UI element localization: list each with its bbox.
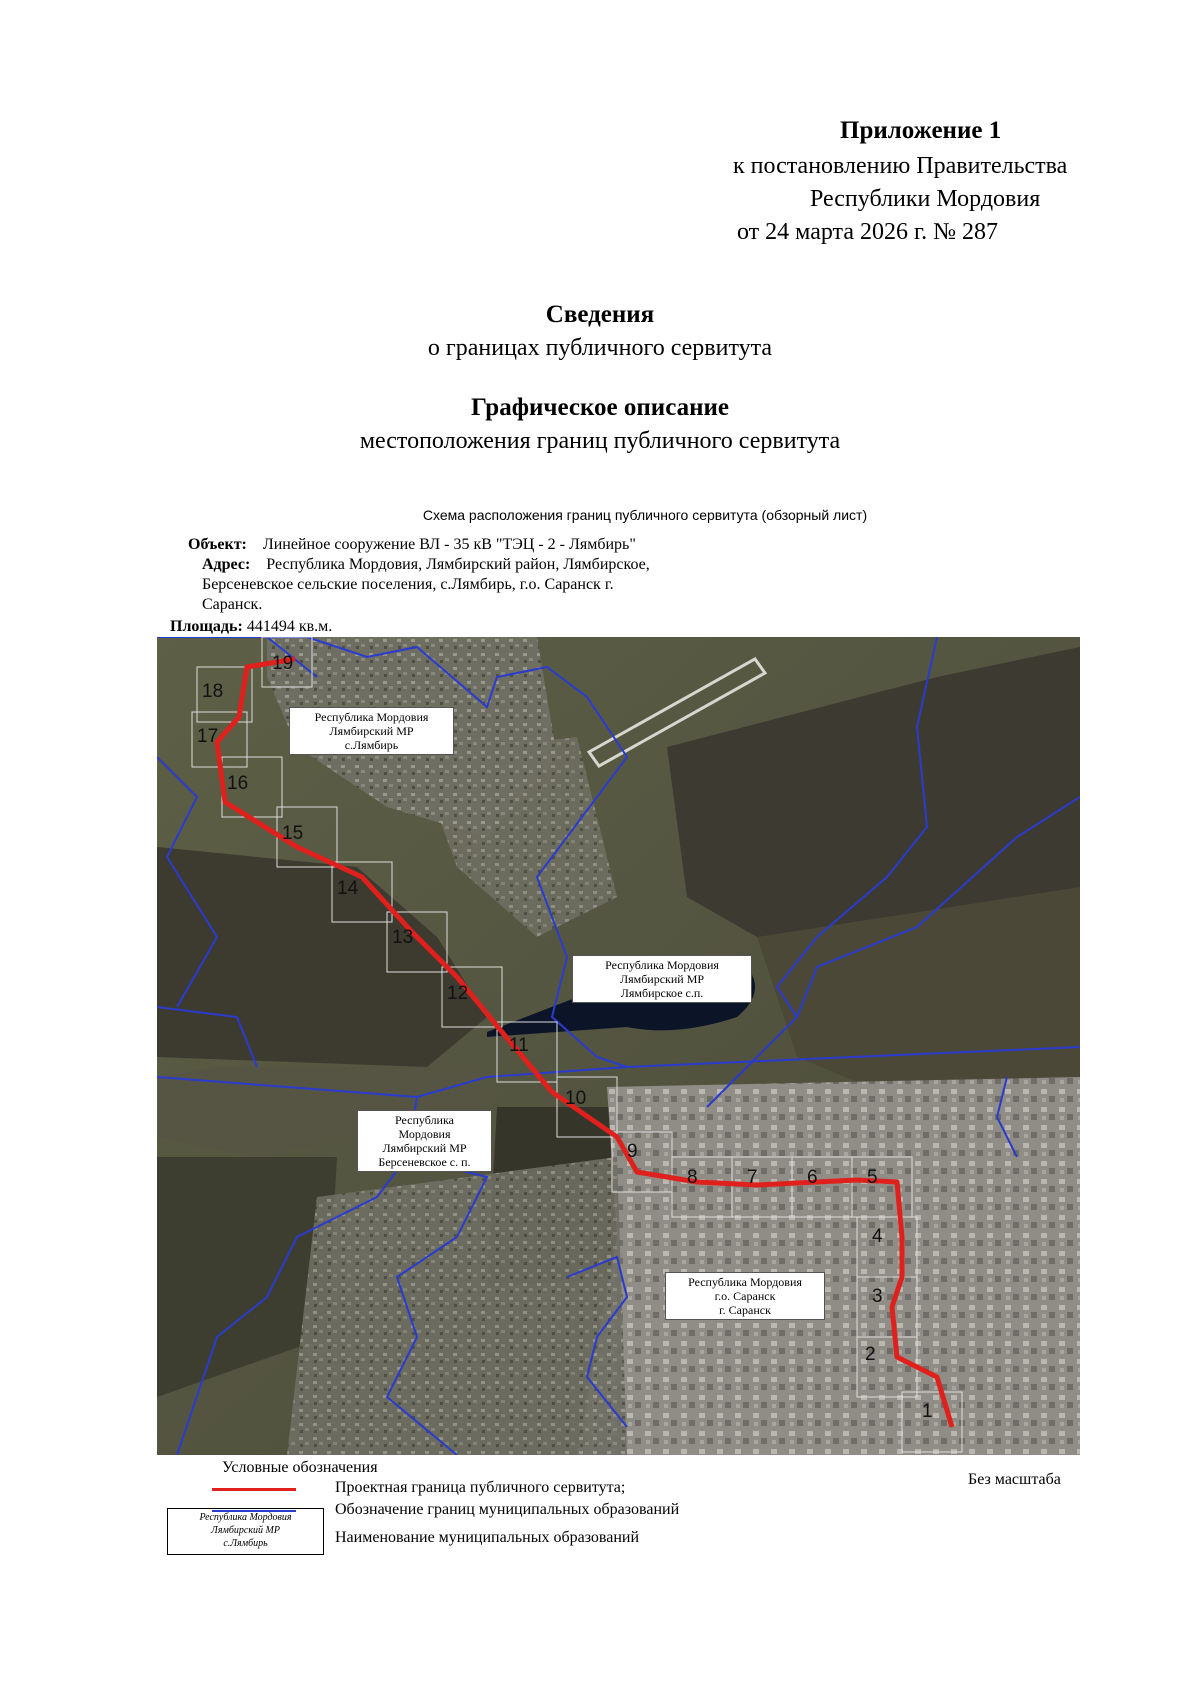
sheet-number-1: 1 (922, 1401, 933, 1422)
scheme-title: Схема расположения границ публичного сервитута (обзорный лист) (422, 507, 868, 523)
label-line: Республика Мордовия (688, 1275, 802, 1289)
label-line: Республика Мордовия (314, 710, 429, 724)
legend-sample-line: Лямбирский МР (211, 1525, 280, 1536)
sheet-number-9: 9 (627, 1141, 638, 1162)
address-line-2: Берсеневское сельские поселения, с.Лямбирь, г.о. Саранск г. (202, 576, 614, 593)
label-lyambirskoe-sp (572, 955, 752, 1003)
legend-sample-line: Республика Мордовия (199, 1512, 292, 1523)
area-row (170, 617, 332, 637)
sheet-number-11: 11 (509, 1035, 529, 1056)
object-label: Объект: (188, 536, 247, 553)
sheet-number-17: 17 (197, 726, 219, 747)
sheet-number-18: 18 (202, 681, 224, 702)
legend-sample-line: с.Лямбирь (223, 1538, 268, 1549)
label-line: Республика (395, 1113, 454, 1127)
appendix-line-2: к постановлению Правительства (733, 153, 1068, 179)
label-lyambir-village (289, 707, 454, 755)
sheet-number-7: 7 (747, 1167, 758, 1188)
object-row (188, 535, 636, 555)
label-line: с.Лямбирь (344, 738, 399, 752)
label-line: Лямбирский МР (619, 972, 705, 986)
address-label: Адрес: (202, 556, 251, 573)
legend-blue-line-label: Обозначение границ муниципальных образований (335, 1501, 680, 1518)
address-line-1: Республика Мордовия, Лямбирский район, Лямбирское, (266, 556, 650, 573)
area-value: 441494 кв.м. (246, 618, 333, 635)
sheet-number-19: 19 (272, 653, 294, 674)
label-line: Лямбирский МР (329, 724, 414, 738)
legend-name-sample (167, 1508, 324, 1555)
address-line-3: Саранск. (202, 596, 263, 613)
sheet-number-16: 16 (227, 773, 249, 794)
object-value: Линейное сооружение ВЛ - 35 кВ "ТЭЦ - 2 - Лямбирь" (262, 536, 636, 553)
district-south (287, 1157, 627, 1455)
label-line: г.о. Саранск (714, 1289, 776, 1303)
area-label: Площадь: (170, 618, 243, 635)
label-line: Лямбирское с.п. (620, 986, 704, 1000)
sheet-number-15: 15 (282, 823, 304, 844)
address-row (202, 555, 650, 575)
legend-names-label: Наименование муниципальных образований (335, 1529, 640, 1546)
label-line: Мордовия (398, 1127, 451, 1141)
label-bersenevskoe-sp (357, 1110, 492, 1172)
heading-svedeniya-subtitle: о границах публичного сервитута (427, 335, 773, 361)
label-line: г. Саранск (719, 1303, 771, 1317)
appendix-line-4: от 24 марта 2026 г. № 287 (737, 219, 998, 245)
heading-graphic-subtitle: местоположения границ публичного сервитута (359, 428, 841, 454)
heading-graphic: Графическое описание (470, 394, 730, 421)
scale-note: Без масштаба (968, 1471, 1061, 1488)
sheet-number-3: 3 (872, 1286, 883, 1307)
sheet-number-5: 5 (867, 1167, 878, 1188)
sheet-number-6: 6 (807, 1167, 818, 1188)
sheet-number-14: 14 (337, 878, 359, 899)
sheet-number-10: 10 (565, 1088, 587, 1109)
map-canvas (157, 637, 1080, 1455)
sheet-number-8: 8 (687, 1167, 698, 1188)
label-line: Лямбирский МР (382, 1141, 467, 1155)
legend-title: Условные обозначения (222, 1459, 378, 1476)
legend-red-line-label: Проектная граница публичного сервитута; (335, 1479, 626, 1496)
appendix-line-3: Республики Мордовия (810, 186, 1041, 212)
heading-svedeniya: Сведения (545, 301, 655, 328)
sheet-number-2: 2 (865, 1344, 876, 1365)
appendix-title: Приложение 1 (840, 117, 1002, 144)
sheet-number-4: 4 (872, 1226, 883, 1247)
sheet-number-13: 13 (392, 927, 414, 948)
label-saransk (665, 1272, 825, 1320)
legend-red-line-sample (212, 1488, 296, 1491)
satellite-map[interactable] (157, 637, 1080, 1455)
sheet-number-12: 12 (447, 983, 469, 1004)
label-line: Республика Мордовия (605, 958, 719, 972)
label-line: Берсеневское с. п. (378, 1155, 471, 1169)
